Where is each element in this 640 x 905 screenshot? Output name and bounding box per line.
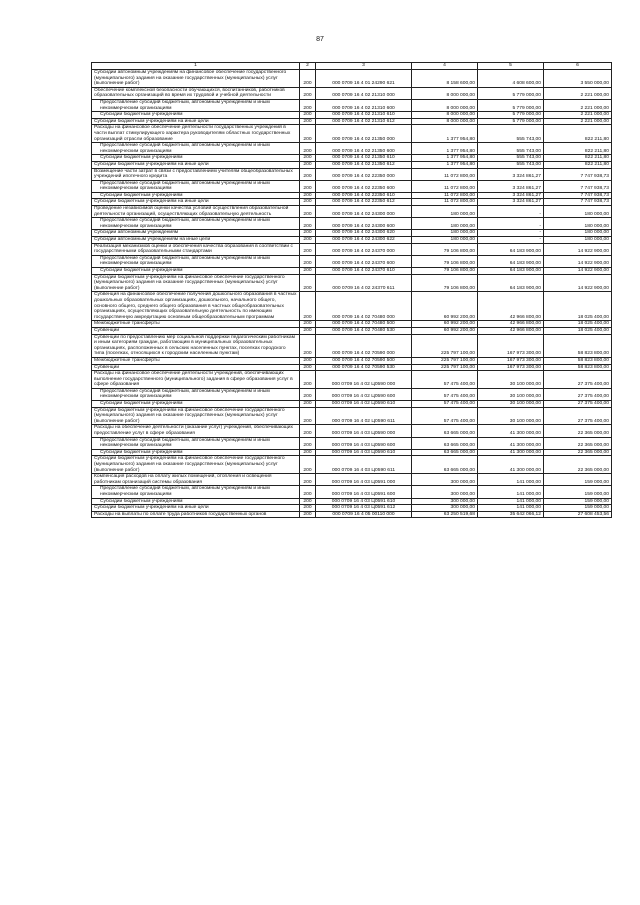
amount-col-4: 180 000,00 bbox=[412, 206, 478, 218]
amount-col-5: 141 000,00 bbox=[478, 474, 544, 486]
row-name: Субсидии бюджетным учреждениям bbox=[92, 268, 300, 275]
budget-classification-code: 000 0709 16 4 03 Ц0591 610 bbox=[316, 498, 412, 505]
budget-table bbox=[91, 62, 612, 518]
row-name: Проведение независимой оценки качества условий осуществления образовательной деятельности организаций, осуществляющих образовательную деятельность bbox=[92, 206, 300, 218]
row-name: Субвенции bbox=[92, 327, 300, 334]
row-name: Расходы на финансовое обеспечение деятельности учреждений, обеспечивающих выполнение государственного (муниципального) задания в сфере образования услуг в сфере образования bbox=[92, 371, 300, 389]
column-header: 6 bbox=[544, 63, 612, 70]
amount-col-4: 11 072 800,00 bbox=[412, 168, 478, 180]
amount-col-5: 555 743,00 bbox=[478, 155, 544, 162]
admin-code: 200 bbox=[300, 161, 316, 168]
amount-col-4: 60 992 200,00 bbox=[412, 321, 478, 328]
row-name: Субсидии бюджетным учреждениям на финансовое обеспечение государственного (муниципального) задания на оказание государственных (муниципальных) услуг (выполнение работ) bbox=[92, 274, 300, 292]
admin-code: 200 bbox=[300, 437, 316, 449]
table-row bbox=[92, 401, 612, 408]
amount-col-4: 79 106 800,00 bbox=[412, 268, 478, 275]
admin-code: 200 bbox=[300, 474, 316, 486]
admin-code: 200 bbox=[300, 486, 316, 498]
amount-col-4: 57 475 400,00 bbox=[412, 371, 478, 389]
amount-col-5: 141 000,00 bbox=[478, 498, 544, 505]
table-row bbox=[92, 268, 612, 275]
row-name: Предоставление субсидий бюджетным, автономным учреждениям и иным некоммерческим организациям bbox=[92, 143, 300, 155]
amount-col-4: 1 377 954,80 bbox=[412, 125, 478, 143]
budget-classification-code: 000 0709 16 4 05 00110 000 bbox=[316, 511, 412, 518]
table-row bbox=[92, 155, 612, 162]
budget-classification-code: 000 0709 16 4 02 70480 500 bbox=[316, 321, 412, 328]
table-row bbox=[92, 474, 612, 486]
amount-col-4: 63 665 000,00 bbox=[412, 449, 478, 456]
table-row bbox=[92, 425, 612, 437]
amount-col-5: 3 324 861,27 bbox=[478, 199, 544, 206]
row-name: Предоставление субсидий бюджетным, автономным учреждениям и иным некоммерческим организациям bbox=[92, 388, 300, 400]
budget-classification-code: 000 0709 16 4 02 24300 622 bbox=[316, 237, 412, 244]
amount-col-6: 7 747 938,73 bbox=[544, 192, 612, 199]
row-name: Субсидии бюджетным учреждениям bbox=[92, 112, 300, 119]
table-row bbox=[92, 371, 612, 389]
budget-classification-code: 000 0709 16 4 03 Ц0590 000 bbox=[316, 425, 412, 437]
row-name: Субсидии бюджетным учреждениям bbox=[92, 401, 300, 408]
budget-classification-code: 000 0709 16 4 02 70480 000 bbox=[316, 292, 412, 321]
budget-classification-code: 000 0709 16 4 02 21310 600 bbox=[316, 99, 412, 111]
table-row bbox=[92, 218, 612, 230]
amount-col-4: 300 000,00 bbox=[412, 505, 478, 512]
amount-col-4: 63 250 519,68 bbox=[412, 511, 478, 518]
admin-code: 200 bbox=[300, 371, 316, 389]
admin-code: 200 bbox=[300, 388, 316, 400]
budget-classification-code: 000 0709 16 4 02 21310 612 bbox=[316, 118, 412, 125]
table-row bbox=[92, 255, 612, 267]
amount-col-4: 1 377 954,80 bbox=[412, 143, 478, 155]
amount-col-5: 4 608 600,00 bbox=[478, 70, 544, 88]
admin-code: 200 bbox=[300, 292, 316, 321]
admin-code: 200 bbox=[300, 230, 316, 237]
amount-col-5: 64 183 900,00 bbox=[478, 268, 544, 275]
row-name: Межбюджетные трансферты bbox=[92, 321, 300, 328]
table-row bbox=[92, 327, 612, 334]
admin-code: 200 bbox=[300, 255, 316, 267]
row-name: Компенсация расходов на оплату жилых помещений, отопления и освещения работникам организаций системы образования bbox=[92, 474, 300, 486]
amount-col-4: 225 797 100,00 bbox=[412, 364, 478, 371]
amount-col-4: 8 000 000,00 bbox=[412, 118, 478, 125]
amount-col-4: 300 000,00 bbox=[412, 498, 478, 505]
amount-col-6: 18 025 400,00 bbox=[544, 321, 612, 328]
amount-col-4: 79 106 800,00 bbox=[412, 274, 478, 292]
row-name: Субвенции bbox=[92, 364, 300, 371]
budget-classification-code: 000 0709 16 4 02 Ц0590 611 bbox=[316, 407, 412, 425]
amount-col-6: 58 823 800,00 bbox=[544, 357, 612, 364]
budget-classification-code: 000 0709 16 4 02 22350 610 bbox=[316, 192, 412, 199]
row-name: Субсидии автономным учреждениям на финансовое обеспечение государственного (муниципального) задания на оказание государственных (муниципальных) услуг (выполнение работ) bbox=[92, 70, 300, 88]
amount-col-6: 180 000,00 bbox=[544, 237, 612, 244]
budget-classification-code: 000 0709 16 4 02 24370 600 bbox=[316, 255, 412, 267]
amount-col-4: 1 377 954,80 bbox=[412, 155, 478, 162]
amount-col-5: 30 100 000,00 bbox=[478, 371, 544, 389]
amount-col-4: 300 000,00 bbox=[412, 474, 478, 486]
budget-classification-code: 000 0709 16 4 02 Ц0590 600 bbox=[316, 388, 412, 400]
row-name: Предоставление субсидий бюджетным, автономным учреждениям и иным некоммерческим организациям bbox=[92, 99, 300, 111]
header-row bbox=[92, 63, 612, 70]
amount-col-5: 5 779 000,00 bbox=[478, 118, 544, 125]
amount-col-6: 2 221 000,00 bbox=[544, 87, 612, 99]
budget-classification-code: 000 0709 16 4 03 Ц0590 610 bbox=[316, 449, 412, 456]
row-name: Субсидии бюджетным учреждениям на финансовое обеспечение государственного (муниципального) задания на оказание государственных (муниципальных) услуг (выполнение работ) bbox=[92, 456, 300, 474]
amount-col-5: 42 966 800,00 bbox=[478, 321, 544, 328]
budget-classification-code: 000 0709 16 4 02 24370 611 bbox=[316, 274, 412, 292]
budget-classification-code: 000 0709 16 4 03 Ц0591 000 bbox=[316, 474, 412, 486]
amount-col-6: 58 823 800,00 bbox=[544, 334, 612, 357]
amount-col-4: 60 992 200,00 bbox=[412, 327, 478, 334]
amount-col-5: 35 642 066,12 bbox=[478, 511, 544, 518]
admin-code: 200 bbox=[300, 425, 316, 437]
amount-col-5: 30 100 000,00 bbox=[478, 401, 544, 408]
table-row bbox=[92, 274, 612, 292]
table-row bbox=[92, 449, 612, 456]
admin-code: 200 bbox=[300, 401, 316, 408]
row-name: Реализация механизмов оценки и обеспечения качества образования в соответствии с государственными образовательными стандартами bbox=[92, 243, 300, 255]
table-row bbox=[92, 192, 612, 199]
table-header bbox=[92, 63, 612, 70]
row-name: Расходы на обеспечение деятельности (оказание услуг) учреждений, обеспечивающих предоставление услуг в сфере образования bbox=[92, 425, 300, 437]
budget-classification-code: 000 0709 16 4 02 21310 000 bbox=[316, 87, 412, 99]
admin-code: 200 bbox=[300, 511, 316, 518]
budget-classification-code: 000 0709 16 4 02 21350 612 bbox=[316, 161, 412, 168]
budget-classification-code: 000 0709 16 4 02 70590 530 bbox=[316, 364, 412, 371]
amount-col-5: 555 743,00 bbox=[478, 161, 544, 168]
admin-code: 200 bbox=[300, 112, 316, 119]
column-header: 5 bbox=[478, 63, 544, 70]
amount-col-6: 14 922 900,00 bbox=[544, 243, 612, 255]
admin-code: 200 bbox=[300, 274, 316, 292]
row-name: Субсидии бюджетным учреждениям на иные цели bbox=[92, 118, 300, 125]
admin-code: 200 bbox=[300, 70, 316, 88]
table-row bbox=[92, 125, 612, 143]
amount-col-6: 27 375 400,00 bbox=[544, 407, 612, 425]
table-row bbox=[92, 168, 612, 180]
amount-col-6: 7 747 938,73 bbox=[544, 168, 612, 180]
amount-col-5: 167 973 300,00 bbox=[478, 334, 544, 357]
column-header: 4 bbox=[412, 63, 478, 70]
row-name: Расходы на выплаты по оплате труда работников государственных органов bbox=[92, 511, 300, 518]
amount-col-6: 22 365 000,00 bbox=[544, 449, 612, 456]
amount-col-5: 42 966 800,00 bbox=[478, 292, 544, 321]
row-name: Расходы на финансовое обеспечение деятельности государственных учреждений в части выплат стимулирующего характера руководителям областных государственных организаций отрасли образование bbox=[92, 125, 300, 143]
amount-col-4: 57 475 400,00 bbox=[412, 388, 478, 400]
column-header: 3 bbox=[316, 63, 412, 70]
amount-col-5: 167 973 300,00 bbox=[478, 364, 544, 371]
table-row bbox=[92, 230, 612, 237]
amount-col-4: 8 000 000,00 bbox=[412, 99, 478, 111]
admin-code: 200 bbox=[300, 449, 316, 456]
admin-code: 200 bbox=[300, 268, 316, 275]
amount-col-6: 22 365 000,00 bbox=[544, 437, 612, 449]
amount-col-5: - bbox=[478, 218, 544, 230]
amount-col-6: 14 922 900,00 bbox=[544, 274, 612, 292]
table-row bbox=[92, 70, 612, 88]
amount-col-6: 7 747 938,73 bbox=[544, 199, 612, 206]
admin-code: 200 bbox=[300, 168, 316, 180]
table-row bbox=[92, 456, 612, 474]
table-row bbox=[92, 237, 612, 244]
admin-code: 200 bbox=[300, 180, 316, 192]
amount-col-5: 5 779 000,00 bbox=[478, 99, 544, 111]
amount-col-4: 11 072 800,00 bbox=[412, 192, 478, 199]
amount-col-4: 11 072 800,00 bbox=[412, 180, 478, 192]
admin-code: 200 bbox=[300, 334, 316, 357]
amount-col-4: 63 665 000,00 bbox=[412, 456, 478, 474]
row-name: Предоставление субсидий бюджетным, автономным учреждениям и иным некоммерческим организациям bbox=[92, 486, 300, 498]
amount-col-5: 42 966 800,00 bbox=[478, 327, 544, 334]
admin-code: 200 bbox=[300, 505, 316, 512]
amount-col-5: - bbox=[478, 230, 544, 237]
row-name: Субсидии бюджетным учреждениям bbox=[92, 192, 300, 199]
amount-col-6: 159 000,00 bbox=[544, 498, 612, 505]
row-name: Субсидии бюджетным учреждениям на иные цели bbox=[92, 505, 300, 512]
row-name: Предоставление субсидий бюджетным, автономным учреждениям и иным некоммерческим организациям bbox=[92, 218, 300, 230]
amount-col-5: 141 000,00 bbox=[478, 505, 544, 512]
row-name: Предоставление субсидий бюджетным, автономным учреждениям и иным некоммерческим организациям bbox=[92, 437, 300, 449]
budget-classification-code: 000 0709 16 4 02 21350 610 bbox=[316, 155, 412, 162]
amount-col-6: 27 375 400,00 bbox=[544, 388, 612, 400]
admin-code: 200 bbox=[300, 199, 316, 206]
row-name: Субсидии бюджетным учреждениям на иные цели bbox=[92, 161, 300, 168]
budget-classification-code: 000 0709 16 4 02 24300 620 bbox=[316, 230, 412, 237]
table-row bbox=[92, 357, 612, 364]
amount-col-6: 18 025 400,00 bbox=[544, 292, 612, 321]
table-row bbox=[92, 112, 612, 119]
amount-col-5: 41 300 000,00 bbox=[478, 449, 544, 456]
row-name: Субсидии бюджетным учреждениям bbox=[92, 498, 300, 505]
amount-col-5: 30 100 000,00 bbox=[478, 388, 544, 400]
amount-col-5: 3 324 861,27 bbox=[478, 192, 544, 199]
amount-col-4: 63 665 000,00 bbox=[412, 437, 478, 449]
table-row bbox=[92, 407, 612, 425]
amount-col-5: 41 300 000,00 bbox=[478, 456, 544, 474]
amount-col-6: 22 365 000,00 bbox=[544, 425, 612, 437]
admin-code: 200 bbox=[300, 498, 316, 505]
budget-classification-code: 000 0709 16 4 02 21350 000 bbox=[316, 125, 412, 143]
amount-col-5: 555 743,00 bbox=[478, 143, 544, 155]
amount-col-6: 2 221 000,00 bbox=[544, 99, 612, 111]
amount-col-5: - bbox=[478, 237, 544, 244]
row-name: Субсидии бюджетным учреждениям bbox=[92, 449, 300, 456]
amount-col-6: 3 550 000,00 bbox=[544, 70, 612, 88]
amount-col-5: 41 300 000,00 bbox=[478, 437, 544, 449]
amount-col-5: 5 779 000,00 bbox=[478, 87, 544, 99]
amount-col-5: 3 324 861,27 bbox=[478, 180, 544, 192]
budget-classification-code: 000 0709 16 4 02 70590 000 bbox=[316, 334, 412, 357]
amount-col-6: 22 365 000,00 bbox=[544, 456, 612, 474]
budget-classification-code: 000 0709 16 4 02 21350 600 bbox=[316, 143, 412, 155]
column-header: 2 bbox=[300, 63, 316, 70]
admin-code: 200 bbox=[300, 364, 316, 371]
admin-code: 200 bbox=[300, 218, 316, 230]
amount-col-5: 30 100 000,00 bbox=[478, 407, 544, 425]
table-row bbox=[92, 388, 612, 400]
row-name: Предоставление субсидий бюджетным, автономным учреждениям и иным некоммерческим организациям bbox=[92, 255, 300, 267]
amount-col-5: 141 000,00 bbox=[478, 486, 544, 498]
table-row bbox=[92, 243, 612, 255]
amount-col-5: 555 743,00 bbox=[478, 125, 544, 143]
amount-col-4: 1 377 954,80 bbox=[412, 161, 478, 168]
budget-classification-code: 000 0709 16 4 03 Ц0591 612 bbox=[316, 505, 412, 512]
budget-classification-code: 000 0709 16 4 02 24370 610 bbox=[316, 268, 412, 275]
amount-col-4: 225 797 100,00 bbox=[412, 334, 478, 357]
amount-col-6: 822 211,80 bbox=[544, 143, 612, 155]
table-row bbox=[92, 511, 612, 518]
budget-classification-code: 000 0709 16 4 02 70480 530 bbox=[316, 327, 412, 334]
amount-col-6: 14 922 900,00 bbox=[544, 255, 612, 267]
budget-classification-code: 000 0709 16 4 02 24300 000 bbox=[316, 206, 412, 218]
admin-code: 200 bbox=[300, 118, 316, 125]
admin-code: 200 bbox=[300, 321, 316, 328]
amount-col-6: 18 025 400,00 bbox=[544, 327, 612, 334]
column-header: 1 bbox=[92, 63, 300, 70]
amount-col-4: 8 000 000,00 bbox=[412, 87, 478, 99]
amount-col-4: 180 000,00 bbox=[412, 230, 478, 237]
page-number: 87 bbox=[316, 36, 324, 43]
amount-col-5: 167 973 300,00 bbox=[478, 357, 544, 364]
table-row bbox=[92, 437, 612, 449]
amount-col-5: 64 183 900,00 bbox=[478, 255, 544, 267]
budget-classification-code: 000 0709 16 4 02 24370 000 bbox=[316, 243, 412, 255]
amount-col-6: 7 747 938,73 bbox=[544, 180, 612, 192]
budget-classification-code: 000 0709 16 4 03 Ц0590 600 bbox=[316, 437, 412, 449]
amount-col-4: 11 072 800,00 bbox=[412, 199, 478, 206]
row-name: Субсидии автономным учреждениям bbox=[92, 230, 300, 237]
amount-col-6: 180 000,00 bbox=[544, 218, 612, 230]
admin-code: 200 bbox=[300, 243, 316, 255]
budget-classification-code: 000 0709 16 4 02 Ц0590 610 bbox=[316, 401, 412, 408]
table-row bbox=[92, 206, 612, 218]
amount-col-4: 300 000,00 bbox=[412, 486, 478, 498]
amount-col-6: 822 211,80 bbox=[544, 161, 612, 168]
row-name: Субвенции по предоставлению мер социальной поддержки педагогическим работникам и иным категориям граждан, работающим в муниципальных образовательных организациях, расположенных в сельских населенных пунктах, поселках городского типа (поселках, относящихся к городским населенным пунктам) bbox=[92, 334, 300, 357]
row-name: Субсидии бюджетным учреждениям на финансовое обеспечение государственного (муниципального) задания на оказание государственных (муниципальных) услуг (выполнение работ) bbox=[92, 407, 300, 425]
admin-code: 200 bbox=[300, 407, 316, 425]
budget-classification-code: 000 0709 16 4 02 24300 600 bbox=[316, 218, 412, 230]
amount-col-6: 822 211,80 bbox=[544, 155, 612, 162]
table-row bbox=[92, 486, 612, 498]
amount-col-5: 41 300 000,00 bbox=[478, 425, 544, 437]
table-row bbox=[92, 99, 612, 111]
row-name: Предоставление субсидий бюджетным, автономным учреждениям и иным некоммерческим организациям bbox=[92, 180, 300, 192]
table-row bbox=[92, 498, 612, 505]
budget-classification-code: 000 0709 16 4 02 22350 600 bbox=[316, 180, 412, 192]
amount-col-4: 60 992 200,00 bbox=[412, 292, 478, 321]
table-row bbox=[92, 321, 612, 328]
admin-code: 200 bbox=[300, 357, 316, 364]
table-row bbox=[92, 505, 612, 512]
table-row bbox=[92, 87, 612, 99]
amount-col-6: 159 000,00 bbox=[544, 474, 612, 486]
amount-col-6: 180 000,00 bbox=[544, 230, 612, 237]
amount-col-6: 27 375 400,00 bbox=[544, 401, 612, 408]
amount-col-5: - bbox=[478, 206, 544, 218]
amount-col-4: 8 158 600,00 bbox=[412, 70, 478, 88]
amount-col-4: 57 475 400,00 bbox=[412, 407, 478, 425]
amount-col-4: 180 000,00 bbox=[412, 218, 478, 230]
amount-col-4: 63 665 000,00 bbox=[412, 425, 478, 437]
row-name: Субвенция на финансовое обеспечение получения дошкольного образования в частных дошкольных образовательных организациях, дошкольного, начального общего, основного общего, среднего общего образования в частных общеобразовательных организациях, осуществляющих образовательную деятельность по имеющим государственную аккредитацию основным общеобразовательным программам bbox=[92, 292, 300, 321]
row-name: Обеспечение комплексной безопасности обучающихся, воспитанников, работников образовательных организаций во время их трудовой и учебной деятельности bbox=[92, 87, 300, 99]
table-row bbox=[92, 180, 612, 192]
amount-col-6: 822 211,80 bbox=[544, 125, 612, 143]
amount-col-6: 27 608 453,56 bbox=[544, 511, 612, 518]
row-name: Субсидии бюджетным учреждениям на иные цели bbox=[92, 199, 300, 206]
budget-classification-code: 000 0709 16 4 03 Ц0590 611 bbox=[316, 456, 412, 474]
row-name: Межбюджетные трансферты bbox=[92, 357, 300, 364]
amount-col-5: 64 183 900,00 bbox=[478, 274, 544, 292]
amount-col-5: 3 324 861,27 bbox=[478, 168, 544, 180]
budget-classification-code: 000 0709 16 4 02 22350 000 bbox=[316, 168, 412, 180]
admin-code: 200 bbox=[300, 87, 316, 99]
admin-code: 200 bbox=[300, 327, 316, 334]
row-name: Субсидии автономным учреждениям на иные цели bbox=[92, 237, 300, 244]
amount-col-6: 58 823 800,00 bbox=[544, 364, 612, 371]
amount-col-6: 2 221 000,00 bbox=[544, 112, 612, 119]
admin-code: 200 bbox=[300, 237, 316, 244]
admin-code: 200 bbox=[300, 155, 316, 162]
admin-code: 200 bbox=[300, 99, 316, 111]
budget-classification-code: 000 0709 16 4 02 Ц0590 000 bbox=[316, 371, 412, 389]
table-row bbox=[92, 292, 612, 321]
amount-col-4: 225 797 100,00 bbox=[412, 357, 478, 364]
amount-col-4: 79 106 800,00 bbox=[412, 255, 478, 267]
amount-col-6: 2 221 000,00 bbox=[544, 118, 612, 125]
table-row bbox=[92, 334, 612, 357]
amount-col-5: 64 183 900,00 bbox=[478, 243, 544, 255]
budget-classification-code: 000 0709 16 4 02 21310 610 bbox=[316, 112, 412, 119]
budget-classification-code: 000 0709 16 4 02 70590 500 bbox=[316, 357, 412, 364]
amount-col-4: 8 000 000,00 bbox=[412, 112, 478, 119]
admin-code: 200 bbox=[300, 125, 316, 143]
table-body bbox=[92, 70, 612, 518]
table-row bbox=[92, 364, 612, 371]
admin-code: 200 bbox=[300, 206, 316, 218]
table-row bbox=[92, 143, 612, 155]
budget-classification-code: 000 0709 16 4 01 24290 621 bbox=[316, 70, 412, 88]
amount-col-4: 57 475 400,00 bbox=[412, 401, 478, 408]
amount-col-6: 159 000,00 bbox=[544, 505, 612, 512]
budget-classification-code: 000 0709 16 4 02 22350 612 bbox=[316, 199, 412, 206]
amount-col-4: 180 000,00 bbox=[412, 237, 478, 244]
amount-col-6: 180 000,00 bbox=[544, 206, 612, 218]
table-row bbox=[92, 118, 612, 125]
amount-col-5: 5 779 000,00 bbox=[478, 112, 544, 119]
table-row bbox=[92, 199, 612, 206]
admin-code: 200 bbox=[300, 456, 316, 474]
amount-col-6: 159 000,00 bbox=[544, 486, 612, 498]
admin-code: 200 bbox=[300, 143, 316, 155]
row-name: Возмещение части затрат в связи с предоставлением учителям общеобразовательных учреждений ипотечного кредита bbox=[92, 168, 300, 180]
amount-col-6: 14 922 900,00 bbox=[544, 268, 612, 275]
admin-code: 200 bbox=[300, 192, 316, 199]
amount-col-6: 27 375 400,00 bbox=[544, 371, 612, 389]
budget-classification-code: 000 0709 16 4 03 Ц0591 600 bbox=[316, 486, 412, 498]
row-name: Субсидии бюджетным учреждениям bbox=[92, 155, 300, 162]
amount-col-4: 79 106 800,00 bbox=[412, 243, 478, 255]
table-row bbox=[92, 161, 612, 168]
